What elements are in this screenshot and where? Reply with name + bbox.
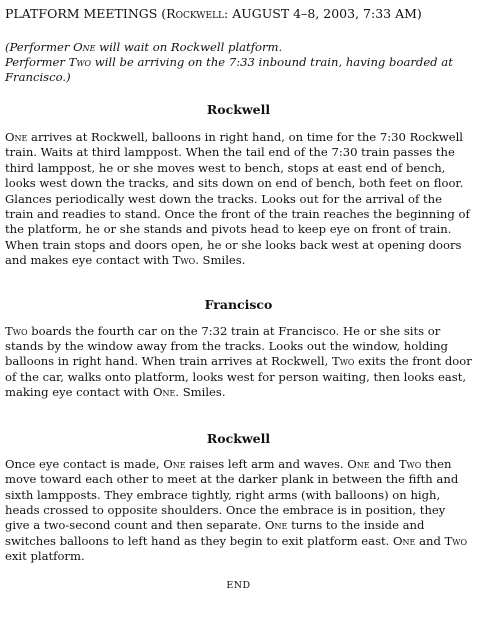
body-text: . Smiles. (175, 385, 226, 400)
body-text: boards the fourth car on the 7:32 train at Francisco. He or she sits or stands by the window away from the tracks. Looks out the window, holding balloons in right hand. When train arrives at Rockwell, (5, 323, 448, 369)
performer-name: One (393, 533, 416, 548)
section-body-rockwell-2 (5, 457, 472, 565)
section-heading-rockwell-1: Rockwell (206, 102, 271, 117)
section-heading-rockwell-2: Rockwell (206, 430, 271, 446)
performer-name: Two (398, 456, 422, 471)
body-text: arrives at Rockwell, balloons in right hand, on time for the 7:30 Rockwell train. Waits at third lamppost. When the tail end of the 7:30 train passes the third lamppost, he or she moves west to bench, stops at east end of bench, looks west down the tracks, and sits down on end of bench, both feet on floor. Glances periodically west down the tracks. Looks out for the arrival of the train and readies to stand. Once the front of the train reaches the beginning of the platform, he or she stands and pivots head to keep eye on front of train. When train stops and doors open, he or she looks back west at opening doors and makes eye contact with (5, 130, 470, 268)
body-text: turns to the inside and switches balloons to left hand as they begin to exit platform east. (5, 518, 425, 548)
stage-note-line-2 (5, 55, 472, 85)
body-text: exit platform. (5, 549, 85, 564)
performer-name: Two (444, 533, 468, 548)
performer-name: Two (331, 354, 355, 369)
note1-text-b: will wait on Rockwell platform. (95, 40, 283, 54)
performer-name: Two (172, 253, 196, 268)
note1-text-a: (Performer (5, 40, 74, 54)
stage-note (5, 40, 472, 85)
header-text-2: : AUGUST 4–8, 2003, 7:33 AM) (224, 6, 422, 21)
performer-name: One (5, 130, 28, 144)
note1-performer: One (73, 40, 96, 54)
note2-performer: Two (68, 55, 92, 69)
body-text: raises left arm and waves. (185, 456, 348, 471)
body-text: and (415, 533, 445, 548)
performer-name: One (265, 518, 288, 533)
section-heading-francisco: Francisco (204, 296, 273, 312)
body-text: and (369, 456, 399, 471)
body-text: then move toward each other to meet at the darker plank in between the fifth and sixth lampposts. They embrace tightly, right arms (with balloons) on high, heads crossed to opposite shoulders. Once the embrace is in position, they give a two-second count and then separate. (5, 456, 459, 533)
body-text: Once eye contact is made, (5, 456, 164, 471)
page-header (5, 6, 472, 22)
performer-name: One (347, 456, 370, 471)
performer-name: One (152, 385, 176, 400)
body-text: . Smiles. (195, 253, 246, 268)
note2-text-b: will be arriving on the 7:33 inbound train, having boarded at Francisco.) (5, 55, 453, 84)
body-text: exits the front door of the car, walks onto platform, looks west for person waiting, then looks east, making eye contact with (5, 354, 472, 400)
stage-note-line-1 (5, 40, 472, 55)
header-text-1: PLATFORM MEETINGS ( (5, 6, 167, 21)
end-marker: END (226, 579, 251, 591)
performer-name: One (163, 456, 186, 471)
performer-name: Two (5, 323, 28, 338)
section-body-rockwell-1 (5, 130, 472, 269)
header-location: Rockwell (166, 6, 225, 21)
section-body-francisco (5, 324, 472, 401)
note2-text-a: Performer (5, 55, 69, 69)
